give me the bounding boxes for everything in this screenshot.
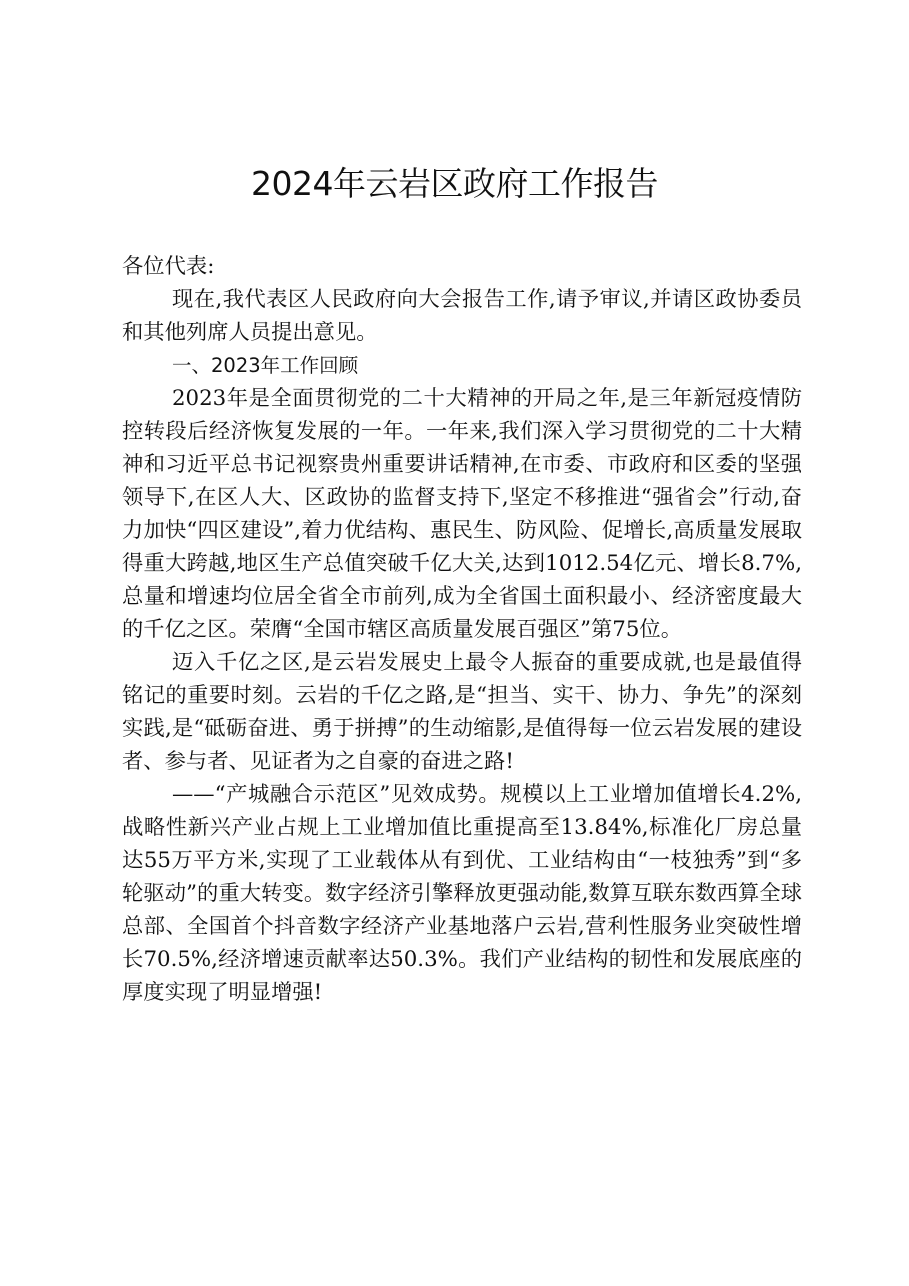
body-paragraph-1: 2023年是全面贯彻党的二十大精神的开局之年,是三年新冠疫情防控转段后经济恢复发展的一年。一年来,我们深入学习贯彻党的二十大精神和习近平总书记视察贵州重要讲话精神,在市委、市政府和区委的坚强领导下,在区人大、区政协的监督支持下,坚定不移推进“强省会”行动,奋力加快“四区建设”,着力优结构、惠民生、防风险、促增长,高质量发展取得重大跨越,地区生产总值突破千亿大关,达到1012.54亿元、增长8.7%,总量和增速均位居全省全市前列,成为全省国土面积最小、经济密度最大的千亿之区。荣膺“全国市辖区高质量发展百强区”第75位。 xyxy=(122,386,802,642)
body-paragraph-2: 迈入千亿之区,是云岩发展史上最令人振奋的重要成就,也是最值得铭记的重要时刻。云岩的千亿之路,是“担当、实干、协力、争先”的深刻实践,是“砥砺奋进、勇于拼搏”的生动缩影,是值得每一位云岩发展的建设者、参与者、见证者为之自豪的奋进之路! xyxy=(122,650,802,774)
section-heading: 一、2023年工作回顾 xyxy=(172,354,359,377)
body-paragraph-3: ——“产城融合示范区”见效成势。规模以上工业增加值增长4.2%,战略性新兴产业占规上工业增加值比重提高至13.84%,标准化厂房总量达55万平方米,实现了工业载体从有到优、工业结构由“一枝独秀”到“多轮驱动”的重大转变。数字经济引擎释放更强动能,数算互联东数西算全球总部、全国首个抖音数字经济产业基地落户云岩,营利性服务业突破性增长70.5%,经济增速贡献率达50.3%。我们产业结构的韧性和发展底座的厚度实现了明显增强! xyxy=(122,782,802,1005)
salutation: 各位代表: xyxy=(122,254,215,279)
document-title: 2024年云岩区政府工作报告 xyxy=(251,164,658,203)
document-body xyxy=(122,250,802,1009)
intro-paragraph: 现在,我代表区人民政府向大会报告工作,请予审议,并请区政协委员和其他列席人员提出意见。 xyxy=(122,287,802,345)
